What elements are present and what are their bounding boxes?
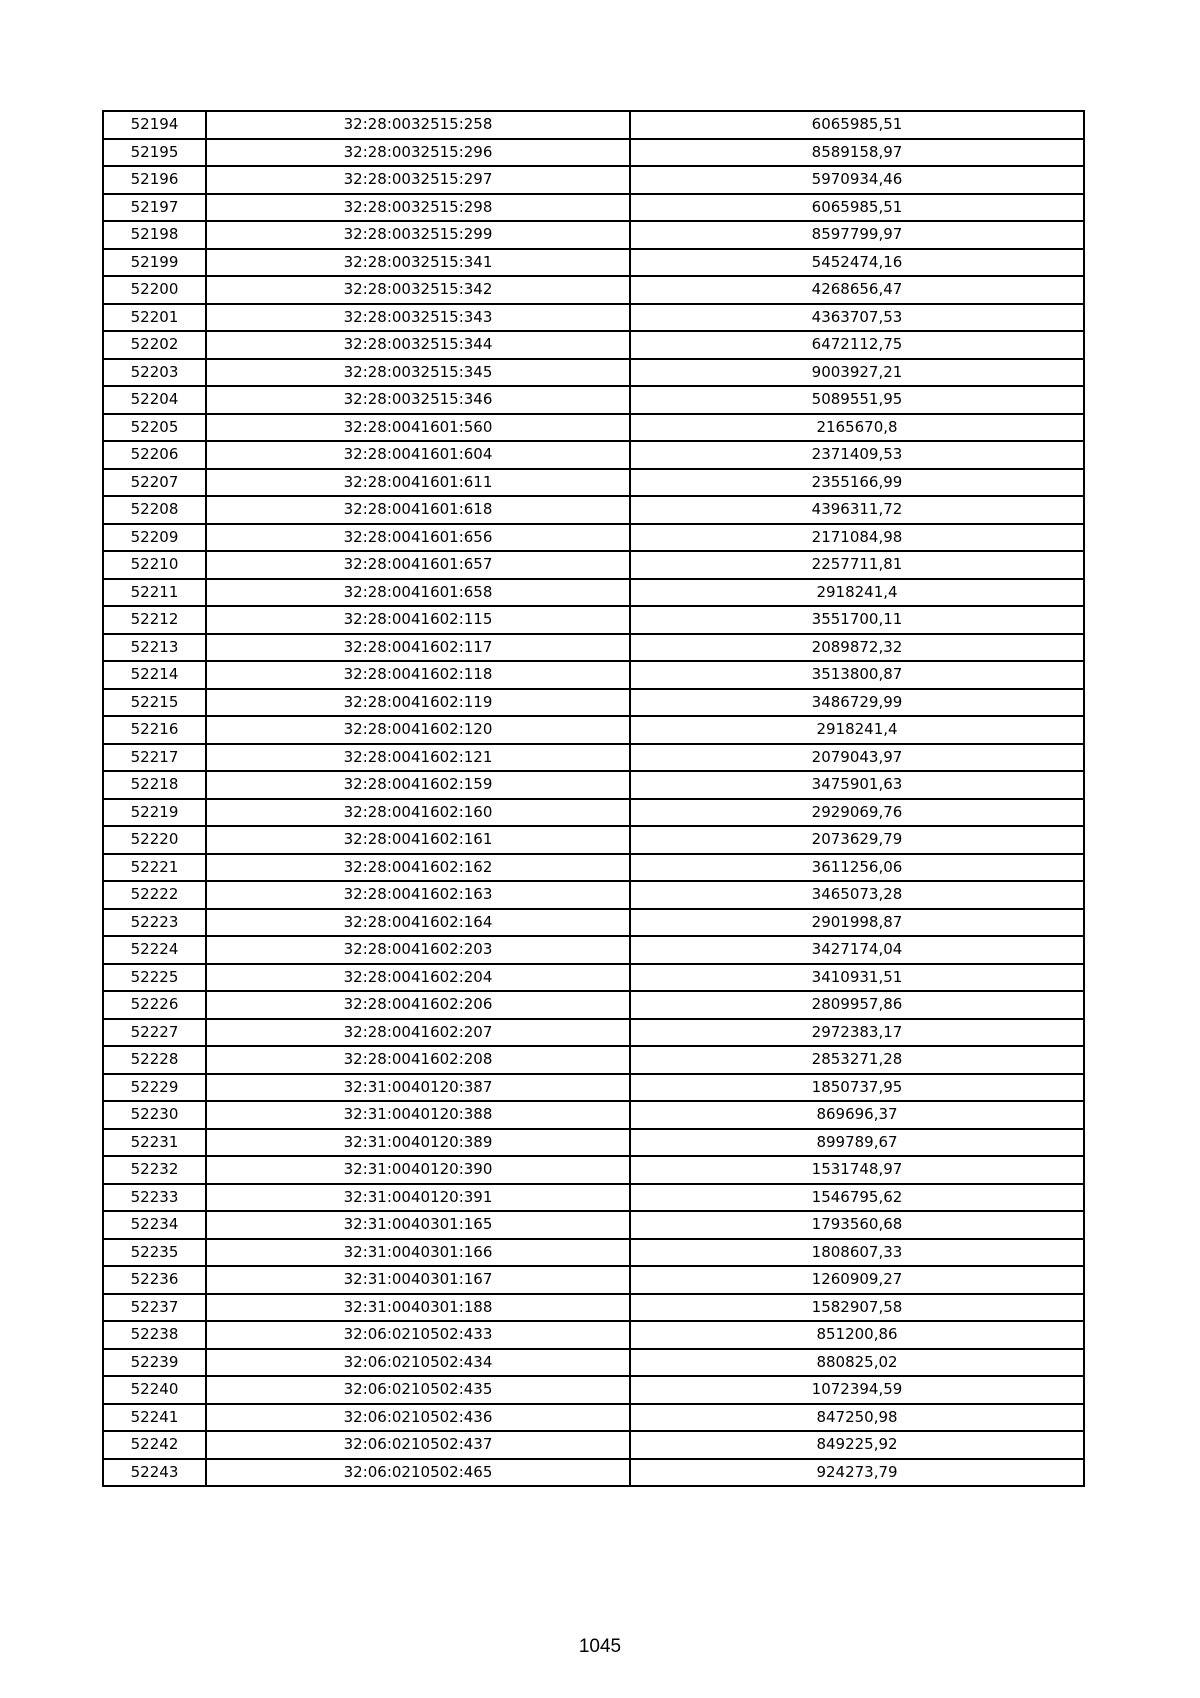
cadastral-number-cell: 32:28:0041602:206	[206, 991, 630, 1019]
value-cell: 849225,92	[630, 1431, 1084, 1459]
value-cell: 2079043,97	[630, 744, 1084, 772]
row-number-cell: 52200	[103, 276, 206, 304]
cadastral-number-cell: 32:28:0041601:604	[206, 441, 630, 469]
cadastral-number-cell: 32:28:0032515:346	[206, 386, 630, 414]
cadastral-number-cell: 32:31:0040120:391	[206, 1184, 630, 1212]
value-cell: 5970934,46	[630, 166, 1084, 194]
value-cell: 2073629,79	[630, 826, 1084, 854]
row-number-cell: 52237	[103, 1294, 206, 1322]
table-row	[103, 606, 1084, 634]
cadastral-number-cell: 32:28:0041602:118	[206, 661, 630, 689]
row-number-cell: 52205	[103, 414, 206, 442]
cadastral-number-cell: 32:28:0032515:299	[206, 221, 630, 249]
cadastral-number-cell: 32:31:0040301:166	[206, 1239, 630, 1267]
cadastral-number-cell: 32:28:0041601:611	[206, 469, 630, 497]
cadastral-number-cell: 32:28:0041602:160	[206, 799, 630, 827]
row-number-cell: 52196	[103, 166, 206, 194]
cadastral-number-cell: 32:31:0040120:387	[206, 1074, 630, 1102]
cadastral-number-cell: 32:28:0041602:121	[206, 744, 630, 772]
cadastral-number-cell: 32:28:0041602:120	[206, 716, 630, 744]
value-cell: 1582907,58	[630, 1294, 1084, 1322]
table-row	[103, 249, 1084, 277]
cadastral-number-cell: 32:28:0032515:345	[206, 359, 630, 387]
row-number-cell: 52194	[103, 111, 206, 139]
value-cell: 8589158,97	[630, 139, 1084, 167]
cadastral-number-cell: 32:28:0041602:203	[206, 936, 630, 964]
row-number-cell: 52224	[103, 936, 206, 964]
table-row	[103, 1211, 1084, 1239]
value-cell: 2918241,4	[630, 716, 1084, 744]
table-row	[103, 579, 1084, 607]
cadastral-number-cell: 32:06:0210502:436	[206, 1404, 630, 1432]
table-row	[103, 1376, 1084, 1404]
row-number-cell: 52229	[103, 1074, 206, 1102]
value-cell: 1546795,62	[630, 1184, 1084, 1212]
value-cell: 2972383,17	[630, 1019, 1084, 1047]
cadastral-number-cell: 32:28:0041602:163	[206, 881, 630, 909]
value-cell: 851200,86	[630, 1321, 1084, 1349]
value-cell: 3465073,28	[630, 881, 1084, 909]
table-row	[103, 496, 1084, 524]
table-row	[103, 1404, 1084, 1432]
value-cell: 1260909,27	[630, 1266, 1084, 1294]
table-row	[103, 469, 1084, 497]
row-number-cell: 52233	[103, 1184, 206, 1212]
row-number-cell: 52195	[103, 139, 206, 167]
row-number-cell: 52198	[103, 221, 206, 249]
table-row	[103, 1101, 1084, 1129]
value-cell: 3513800,87	[630, 661, 1084, 689]
row-number-cell: 52227	[103, 1019, 206, 1047]
cadastral-number-cell: 32:06:0210502:437	[206, 1431, 630, 1459]
value-cell: 5089551,95	[630, 386, 1084, 414]
row-number-cell: 52242	[103, 1431, 206, 1459]
value-cell: 6065985,51	[630, 111, 1084, 139]
value-cell: 2929069,76	[630, 799, 1084, 827]
value-cell: 2918241,4	[630, 579, 1084, 607]
cadastral-number-cell: 32:28:0041601:656	[206, 524, 630, 552]
cadastral-number-cell: 32:28:0041602:161	[206, 826, 630, 854]
table-row	[103, 166, 1084, 194]
row-number-cell: 52234	[103, 1211, 206, 1239]
row-number-cell: 52220	[103, 826, 206, 854]
value-cell: 1531748,97	[630, 1156, 1084, 1184]
table-body	[103, 111, 1084, 1486]
value-cell: 899789,67	[630, 1129, 1084, 1157]
table-row	[103, 771, 1084, 799]
value-cell: 847250,98	[630, 1404, 1084, 1432]
cadastral-number-cell: 32:28:0041601:658	[206, 579, 630, 607]
cadastral-number-cell: 32:31:0040301:188	[206, 1294, 630, 1322]
cadastral-number-cell: 32:28:0041602:164	[206, 909, 630, 937]
row-number-cell: 52236	[103, 1266, 206, 1294]
cadastral-number-cell: 32:06:0210502:465	[206, 1459, 630, 1487]
cadastral-number-cell: 32:06:0210502:433	[206, 1321, 630, 1349]
cadastral-number-cell: 32:28:0032515:296	[206, 139, 630, 167]
cadastral-number-cell: 32:28:0041601:618	[206, 496, 630, 524]
table-row	[103, 881, 1084, 909]
row-number-cell: 52206	[103, 441, 206, 469]
value-cell: 3410931,51	[630, 964, 1084, 992]
page-number: 1045	[578, 1636, 622, 1657]
row-number-cell: 52218	[103, 771, 206, 799]
table-row	[103, 689, 1084, 717]
row-number-cell: 52225	[103, 964, 206, 992]
cadastral-number-cell: 32:31:0040301:165	[206, 1211, 630, 1239]
row-number-cell: 52216	[103, 716, 206, 744]
row-number-cell: 52235	[103, 1239, 206, 1267]
row-number-cell: 52210	[103, 551, 206, 579]
table-row	[103, 1184, 1084, 1212]
value-cell: 1072394,59	[630, 1376, 1084, 1404]
table-row	[103, 1321, 1084, 1349]
value-cell: 2809957,86	[630, 991, 1084, 1019]
cadastral-number-cell: 32:28:0041601:657	[206, 551, 630, 579]
table-row	[103, 964, 1084, 992]
cadastral-number-cell: 32:31:0040120:389	[206, 1129, 630, 1157]
row-number-cell: 52219	[103, 799, 206, 827]
cadastral-number-cell: 32:28:0032515:297	[206, 166, 630, 194]
cadastral-number-cell: 32:31:0040120:390	[206, 1156, 630, 1184]
value-cell: 3551700,11	[630, 606, 1084, 634]
cadastral-number-cell: 32:28:0032515:342	[206, 276, 630, 304]
cadastral-number-cell: 32:31:0040120:388	[206, 1101, 630, 1129]
value-cell: 1808607,33	[630, 1239, 1084, 1267]
row-number-cell: 52204	[103, 386, 206, 414]
row-number-cell: 52230	[103, 1101, 206, 1129]
table-row	[103, 936, 1084, 964]
cadastral-number-cell: 32:31:0040301:167	[206, 1266, 630, 1294]
row-number-cell: 52199	[103, 249, 206, 277]
cadastral-number-cell: 32:28:0041602:207	[206, 1019, 630, 1047]
row-number-cell: 52231	[103, 1129, 206, 1157]
table-row	[103, 221, 1084, 249]
cadastral-number-cell: 32:28:0041602:119	[206, 689, 630, 717]
row-number-cell: 52223	[103, 909, 206, 937]
row-number-cell: 52211	[103, 579, 206, 607]
row-number-cell: 52238	[103, 1321, 206, 1349]
table-row	[103, 386, 1084, 414]
registry-table	[102, 110, 1085, 1487]
cadastral-number-cell: 32:28:0041602:204	[206, 964, 630, 992]
table-row	[103, 661, 1084, 689]
table-row	[103, 1239, 1084, 1267]
cadastral-number-cell: 32:28:0032515:298	[206, 194, 630, 222]
table-row	[103, 139, 1084, 167]
row-number-cell: 52203	[103, 359, 206, 387]
row-number-cell: 52228	[103, 1046, 206, 1074]
row-number-cell: 52239	[103, 1349, 206, 1377]
cadastral-number-cell: 32:28:0041601:560	[206, 414, 630, 442]
cadastral-number-cell: 32:28:0041602:159	[206, 771, 630, 799]
cadastral-number-cell: 32:28:0032515:258	[206, 111, 630, 139]
table-row	[103, 1129, 1084, 1157]
row-number-cell: 52201	[103, 304, 206, 332]
value-cell: 3611256,06	[630, 854, 1084, 882]
value-cell: 3486729,99	[630, 689, 1084, 717]
value-cell: 3427174,04	[630, 936, 1084, 964]
row-number-cell: 52221	[103, 854, 206, 882]
row-number-cell: 52226	[103, 991, 206, 1019]
row-number-cell: 52202	[103, 331, 206, 359]
row-number-cell: 52209	[103, 524, 206, 552]
table-row	[103, 551, 1084, 579]
table-row	[103, 634, 1084, 662]
table-row	[103, 276, 1084, 304]
table-row	[103, 909, 1084, 937]
table-row	[103, 331, 1084, 359]
value-cell: 1793560,68	[630, 1211, 1084, 1239]
table-row	[103, 1156, 1084, 1184]
value-cell: 2355166,99	[630, 469, 1084, 497]
value-cell: 2171084,98	[630, 524, 1084, 552]
value-cell: 6065985,51	[630, 194, 1084, 222]
cadastral-number-cell: 32:28:0032515:341	[206, 249, 630, 277]
row-number-cell: 52207	[103, 469, 206, 497]
value-cell: 9003927,21	[630, 359, 1084, 387]
cadastral-number-cell: 32:28:0041602:208	[206, 1046, 630, 1074]
row-number-cell: 52197	[103, 194, 206, 222]
table-row	[103, 414, 1084, 442]
table-row	[103, 1046, 1084, 1074]
value-cell: 3475901,63	[630, 771, 1084, 799]
value-cell: 2371409,53	[630, 441, 1084, 469]
cadastral-number-cell: 32:28:0041602:162	[206, 854, 630, 882]
table-row	[103, 744, 1084, 772]
value-cell: 869696,37	[630, 1101, 1084, 1129]
cadastral-number-cell: 32:28:0041602:117	[206, 634, 630, 662]
table-row	[103, 441, 1084, 469]
value-cell: 2257711,81	[630, 551, 1084, 579]
row-number-cell: 52215	[103, 689, 206, 717]
value-cell: 4363707,53	[630, 304, 1084, 332]
row-number-cell: 52214	[103, 661, 206, 689]
value-cell: 2853271,28	[630, 1046, 1084, 1074]
table-row	[103, 716, 1084, 744]
value-cell: 2165670,8	[630, 414, 1084, 442]
table-row	[103, 194, 1084, 222]
row-number-cell: 52232	[103, 1156, 206, 1184]
table-row	[103, 1349, 1084, 1377]
value-cell: 2089872,32	[630, 634, 1084, 662]
row-number-cell: 52212	[103, 606, 206, 634]
table-row	[103, 1294, 1084, 1322]
table-row	[103, 854, 1084, 882]
value-cell: 4396311,72	[630, 496, 1084, 524]
row-number-cell: 52222	[103, 881, 206, 909]
table-row	[103, 359, 1084, 387]
row-number-cell: 52243	[103, 1459, 206, 1487]
table-row	[103, 1019, 1084, 1047]
table-row	[103, 111, 1084, 139]
table-row	[103, 1431, 1084, 1459]
row-number-cell: 52217	[103, 744, 206, 772]
cadastral-number-cell: 32:28:0032515:343	[206, 304, 630, 332]
row-number-cell: 52213	[103, 634, 206, 662]
table-row	[103, 799, 1084, 827]
table-row	[103, 1459, 1084, 1487]
value-cell: 1850737,95	[630, 1074, 1084, 1102]
cadastral-number-cell: 32:28:0041602:115	[206, 606, 630, 634]
table-row	[103, 524, 1084, 552]
table-row	[103, 826, 1084, 854]
cadastral-number-cell: 32:06:0210502:434	[206, 1349, 630, 1377]
value-cell: 880825,02	[630, 1349, 1084, 1377]
row-number-cell: 52241	[103, 1404, 206, 1432]
table-row	[103, 304, 1084, 332]
table-row	[103, 1074, 1084, 1102]
value-cell: 5452474,16	[630, 249, 1084, 277]
row-number-cell: 52240	[103, 1376, 206, 1404]
table-row	[103, 991, 1084, 1019]
value-cell: 924273,79	[630, 1459, 1084, 1487]
cadastral-number-cell: 32:06:0210502:435	[206, 1376, 630, 1404]
cadastral-number-cell: 32:28:0032515:344	[206, 331, 630, 359]
value-cell: 6472112,75	[630, 331, 1084, 359]
value-cell: 4268656,47	[630, 276, 1084, 304]
value-cell: 8597799,97	[630, 221, 1084, 249]
row-number-cell: 52208	[103, 496, 206, 524]
value-cell: 2901998,87	[630, 909, 1084, 937]
table-row	[103, 1266, 1084, 1294]
